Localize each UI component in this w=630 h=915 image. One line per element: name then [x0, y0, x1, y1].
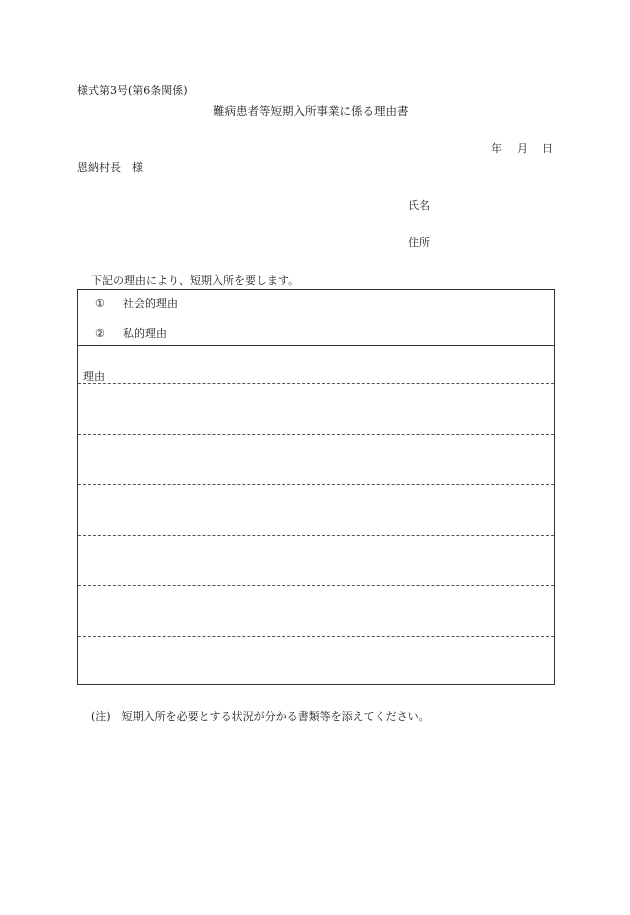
date-year: 年: [491, 142, 502, 155]
choice-label-1: 社会的理由: [123, 297, 178, 310]
name-label: 氏名: [408, 199, 430, 212]
reason-write-line[interactable]: [78, 535, 554, 536]
choice-label-2: 私的理由: [123, 327, 167, 340]
choice-mark-1: ①: [95, 297, 105, 310]
document-title: 難病患者等短期入所事業に係る理由書: [213, 104, 409, 118]
reason-write-line[interactable]: [78, 636, 554, 637]
reason-write-line[interactable]: [78, 585, 554, 586]
footnote: (注) 短期入所を必要とする状況が分かる書類等を添えてください。: [91, 710, 430, 723]
choice-private-reason[interactable]: [95, 328, 167, 339]
reason-label: 理由: [83, 370, 105, 383]
date-day: 日: [542, 142, 553, 155]
reason-write-line[interactable]: [78, 484, 554, 485]
choice-social-reason[interactable]: [95, 298, 178, 309]
intro-text: 下記の理由により、短期入所を要します。: [91, 274, 300, 287]
date-month: 月: [517, 142, 528, 155]
addressee: 恩納村長 様: [77, 161, 143, 174]
choice-mark-2: ②: [95, 327, 105, 340]
reason-choices: [78, 290, 554, 346]
date-line: [491, 143, 553, 154]
form-number: 様式第3号(第6条関係): [77, 84, 188, 97]
reason-write-line[interactable]: [78, 383, 554, 384]
reason-box: [77, 289, 555, 685]
reason-write-line[interactable]: [78, 434, 554, 435]
address-label: 住所: [408, 236, 430, 249]
